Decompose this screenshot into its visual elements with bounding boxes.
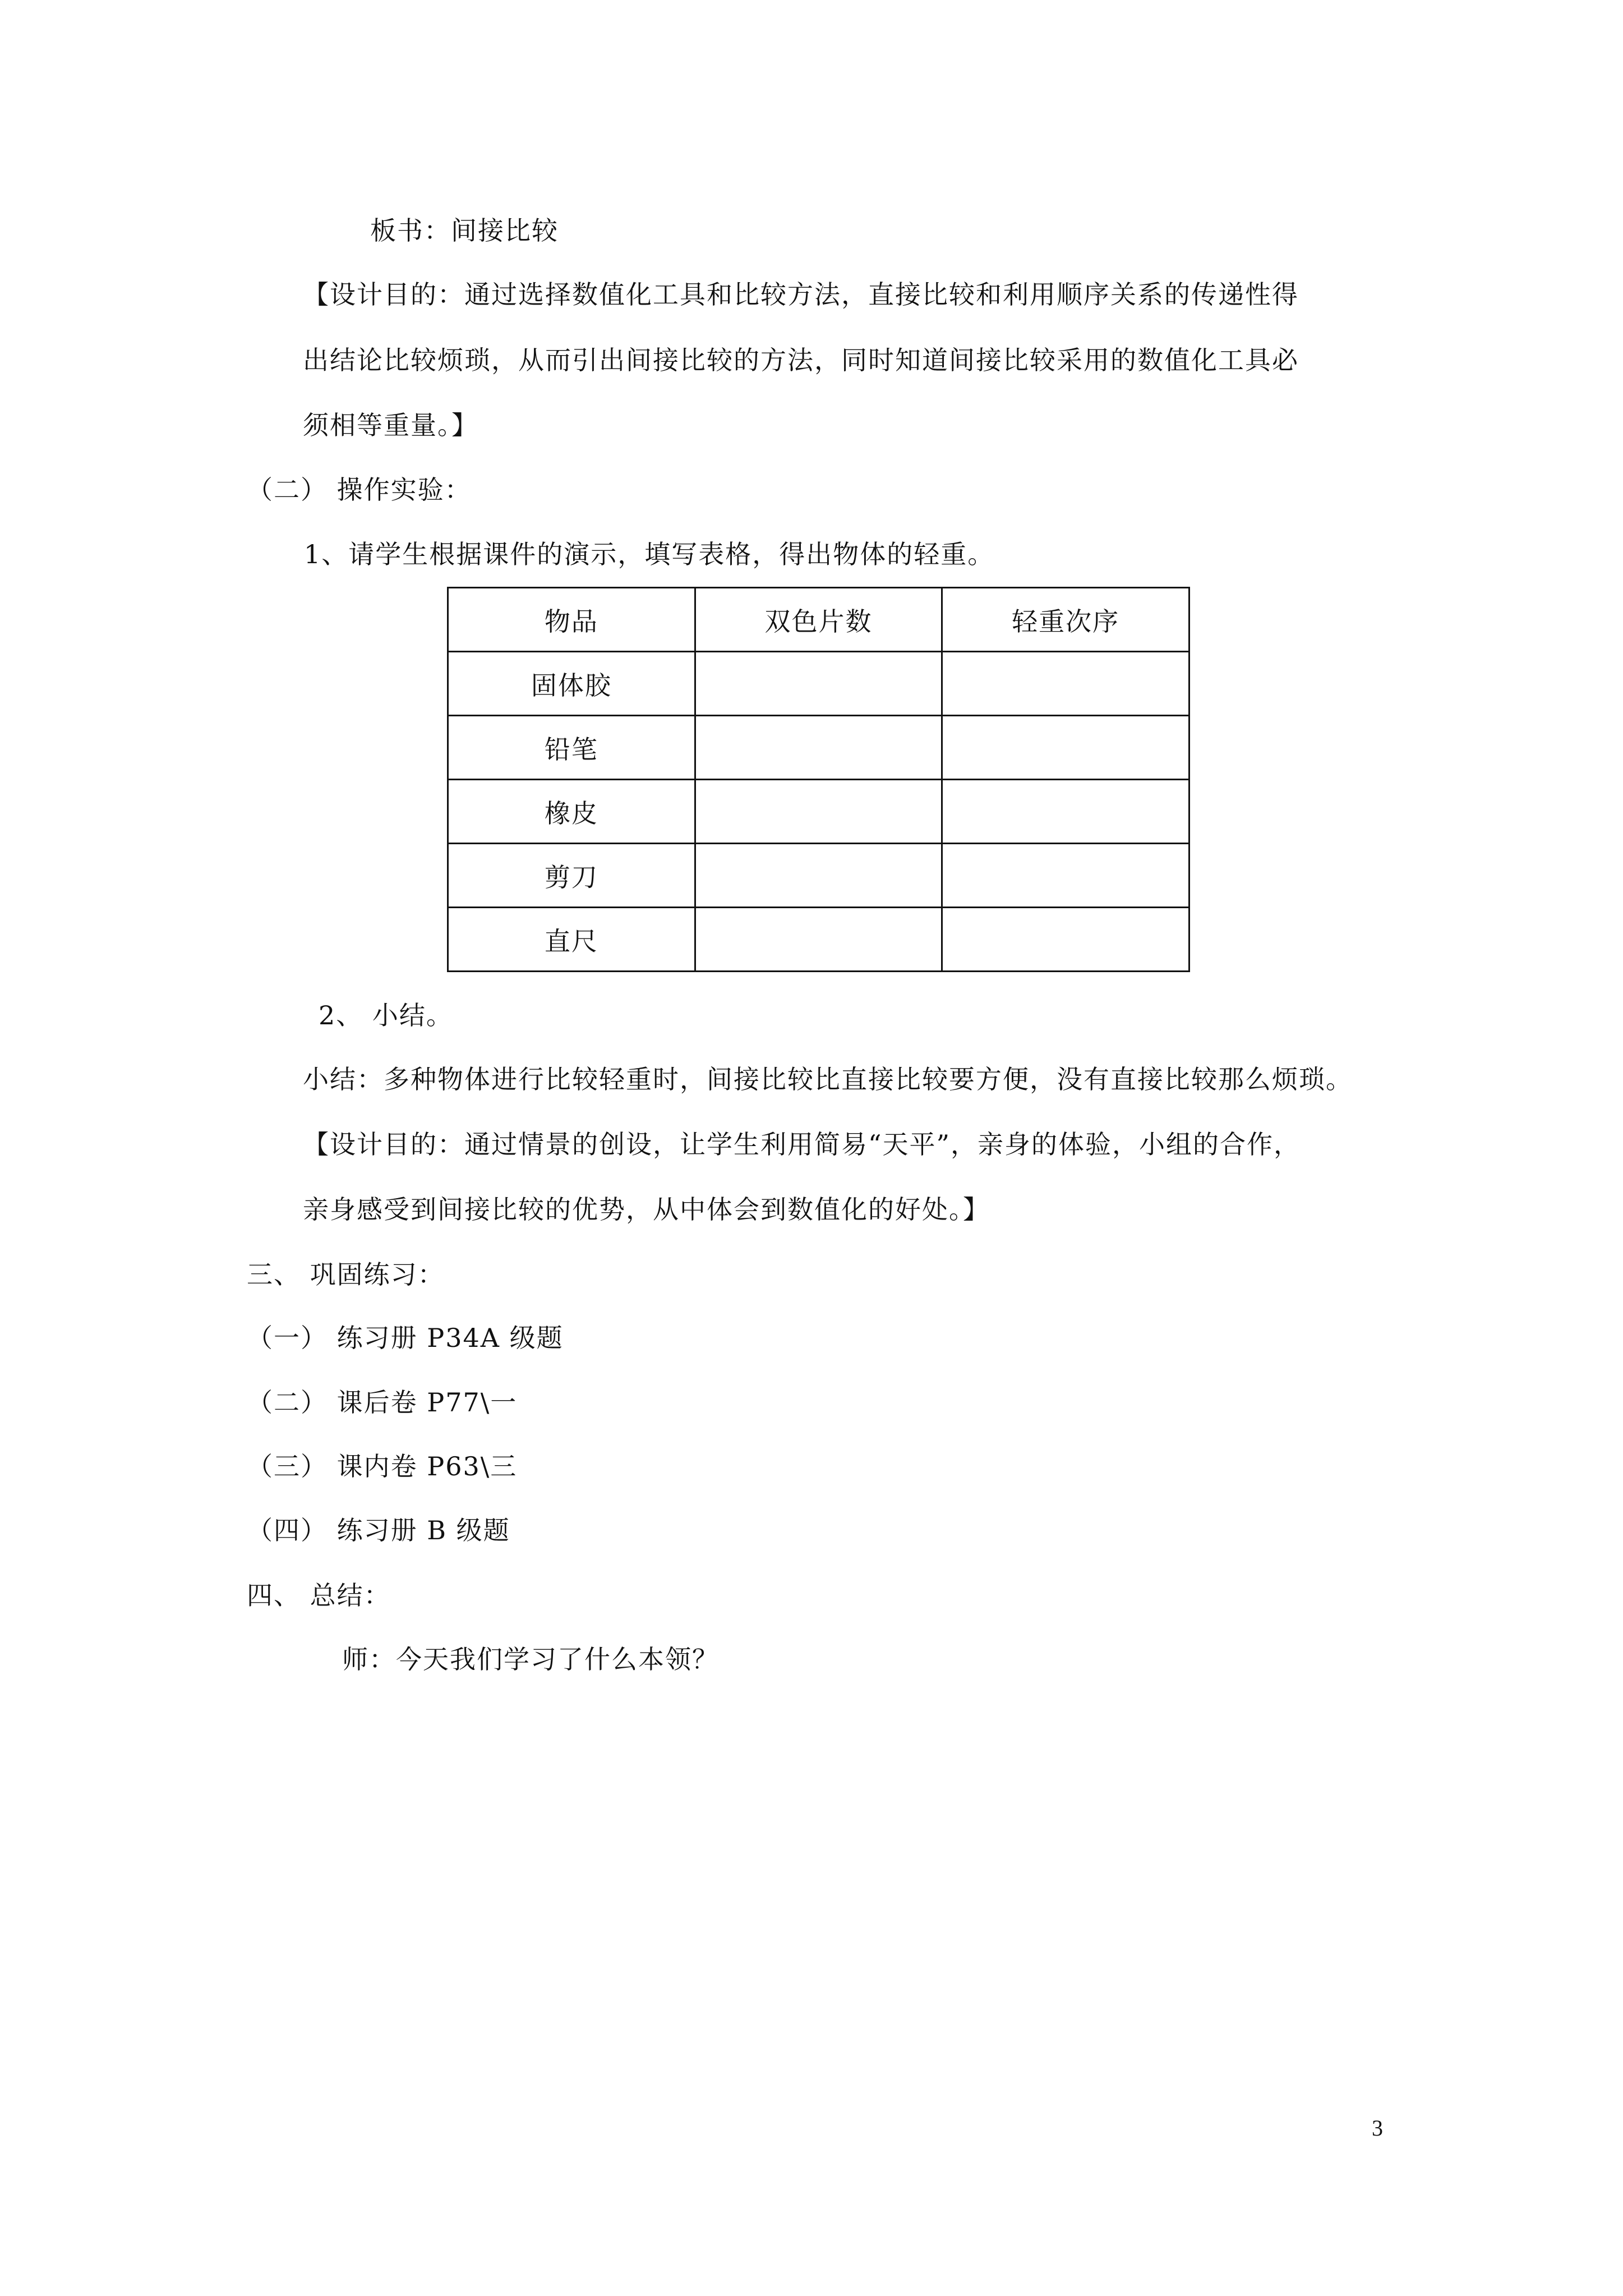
table-cell-item: 剪刀: [448, 844, 695, 908]
teacher-question: 师：今天我们学习了什么本领？: [342, 1644, 719, 1674]
page-number: 3: [1372, 2115, 1383, 2141]
board-note: 板书：间接比较: [370, 215, 559, 246]
exercise-3: （三） 课内卷 P63\三: [247, 1451, 518, 1481]
table-header-row: [448, 588, 1189, 652]
item-2-summary-heading: 2、 小结。: [319, 1000, 453, 1030]
table-cell-count[interactable]: [695, 716, 942, 780]
design-purpose-2-line-1: 【设计目的：通过情景的创设，让学生利用简易“天平”，亲身的体验，小组的合作，: [303, 1129, 1301, 1159]
item-1-instruction: 1、请学生根据课件的演示，填写表格，得出物体的轻重。: [304, 539, 995, 569]
section-operation-heading: （二） 操作实验：: [247, 475, 472, 505]
summary-text: 小结：多种物体进行比较轻重时，间接比较比直接比较要方便，没有直接比较那么烦琐。: [303, 1064, 1353, 1094]
table-row: [448, 716, 1189, 780]
table-row: [448, 908, 1189, 972]
table-cell-order[interactable]: [942, 908, 1189, 972]
table-cell-count[interactable]: [695, 780, 942, 844]
weight-table: [447, 587, 1190, 972]
design-purpose-2-line-2: 亲身感受到间接比较的优势，从中体会到数值化的好处。】: [303, 1194, 990, 1225]
table-cell-count[interactable]: [695, 908, 942, 972]
exercise-4: （四） 练习册 B 级题: [247, 1515, 510, 1545]
table-cell-count[interactable]: [695, 844, 942, 908]
table-cell-order[interactable]: [942, 652, 1189, 716]
table-cell-count[interactable]: [695, 652, 942, 716]
exercise-1: （一） 练习册 P34A 级题: [247, 1323, 564, 1353]
table-header-cell: 双色片数: [695, 588, 942, 652]
table-cell-item: 铅笔: [448, 716, 695, 780]
table-row: [448, 652, 1189, 716]
table-cell-order[interactable]: [942, 844, 1189, 908]
table-row: [448, 780, 1189, 844]
design-purpose-1-line-3: 须相等重量。】: [303, 410, 478, 440]
table-cell-item: 固体胶: [448, 652, 695, 716]
exercise-2: （二） 课后卷 P77\一: [247, 1387, 518, 1418]
table-cell-order[interactable]: [942, 716, 1189, 780]
section-4-heading: 四、 总结：: [247, 1580, 391, 1611]
table-row: [448, 844, 1189, 908]
table-header-cell: 轻重次序: [942, 588, 1189, 652]
table-cell-item: 橡皮: [448, 780, 695, 844]
table-header-cell: 物品: [448, 588, 695, 652]
design-purpose-1-line-1: 【设计目的：通过选择数值化工具和比较方法，直接比较和利用顺序关系的传递性得: [303, 279, 1299, 310]
table-cell-item: 直尺: [448, 908, 695, 972]
section-3-heading: 三、 巩固练习：: [247, 1259, 445, 1290]
design-purpose-1-line-2: 出结论比较烦琐，从而引出间接比较的方法，同时知道间接比较采用的数值化工具必: [303, 345, 1299, 375]
table-cell-order[interactable]: [942, 780, 1189, 844]
